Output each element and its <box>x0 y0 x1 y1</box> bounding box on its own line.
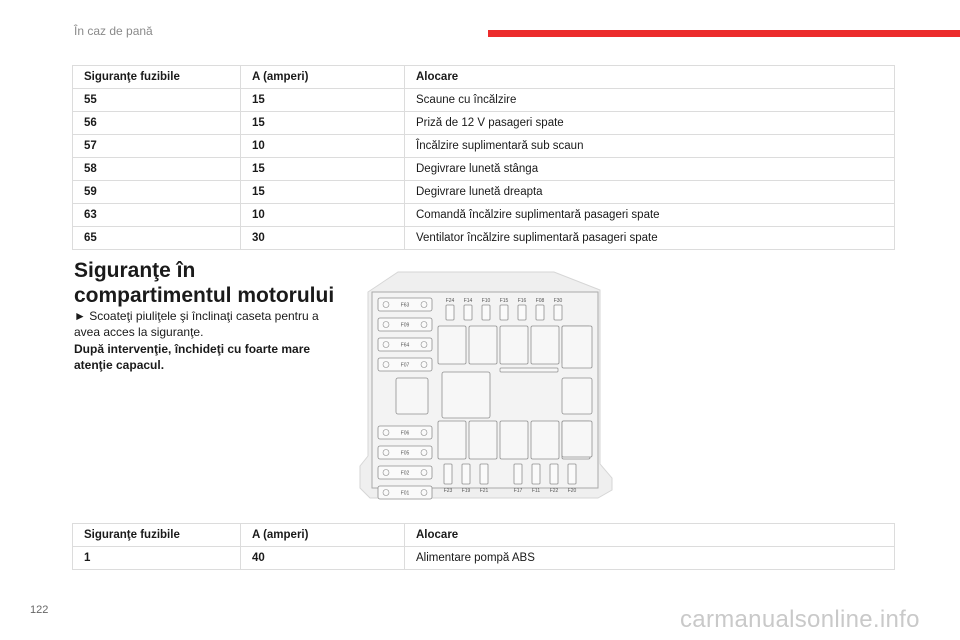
relay <box>438 421 466 459</box>
relay <box>469 326 497 364</box>
fuse-label: F21 <box>479 488 489 494</box>
table-row <box>73 181 895 204</box>
column-header: Siguranţe fuzibile <box>73 66 241 89</box>
warning-text: După intervenţie, închideţi cu foarte mare atenţie capacul. <box>74 342 311 372</box>
allocation: Scaune cu încălzire <box>405 89 895 112</box>
relay <box>500 326 528 364</box>
fuse-number: 59 <box>73 181 241 204</box>
fuse-number: 57 <box>73 135 241 158</box>
fuse-number: 63 <box>73 204 241 227</box>
fuse-slot <box>514 464 522 484</box>
fuse-slot <box>446 305 454 320</box>
relay <box>531 326 559 364</box>
amperage: 30 <box>241 227 405 250</box>
section-title: Siguranţe în compartimentul motorului <box>74 259 335 307</box>
fuse-slot <box>500 305 508 320</box>
fuse-slot <box>532 464 540 484</box>
table-header-row <box>73 66 895 89</box>
fuse-number: 58 <box>73 158 241 181</box>
relay <box>562 378 592 414</box>
allocation: Comandă încălzire suplimentară pasageri spate <box>405 204 895 227</box>
amperage: 15 <box>241 158 405 181</box>
fuse-number: 55 <box>73 89 241 112</box>
amperage: 10 <box>241 204 405 227</box>
fuse-table-engine <box>72 523 895 570</box>
fuse-label: F10 <box>481 298 491 304</box>
fuse-label: F22 <box>549 488 559 494</box>
table-row <box>73 547 895 570</box>
table-row <box>73 89 895 112</box>
fuse-slot <box>482 305 490 320</box>
allocation: Ventilator încălzire suplimentară pasageri spate <box>405 227 895 250</box>
allocation: Degivrare lunetă stânga <box>405 158 895 181</box>
fuse-label: F14 <box>463 298 473 304</box>
column-header: Siguranţe fuzibile <box>73 524 241 547</box>
relay <box>562 326 592 368</box>
fuse-slot <box>444 464 452 484</box>
relay <box>469 421 497 459</box>
table-row <box>73 204 895 227</box>
relay <box>438 326 466 364</box>
fuse-label: F08 <box>535 298 545 304</box>
allocation: Încălzire suplimentară sub scaun <box>405 135 895 158</box>
amperage: 15 <box>241 181 405 204</box>
fuse-label: F07 <box>400 362 410 369</box>
amperage: 40 <box>241 547 405 570</box>
section-header: În caz de pană <box>74 24 153 38</box>
amperage: 15 <box>241 112 405 135</box>
relay <box>562 421 592 457</box>
fuse-label: F02 <box>400 470 410 477</box>
fuse-label: F24 <box>445 298 455 304</box>
fuse-label: F05 <box>400 450 410 457</box>
fuse-slot <box>568 464 576 484</box>
table-row <box>73 227 895 250</box>
fuse-slot <box>536 305 544 320</box>
allocation: Degivrare lunetă dreapta <box>405 181 895 204</box>
page-number: 122 <box>30 604 49 616</box>
header-accent-bar <box>488 30 960 37</box>
column-header: Alocare <box>405 524 895 547</box>
fuse-label: F30 <box>553 298 563 304</box>
fuse-label: F20 <box>567 488 577 494</box>
allocation: Alimentare pompă ABS <box>405 547 895 570</box>
relay <box>531 421 559 459</box>
allocation: Priză de 12 V pasageri spate <box>405 112 895 135</box>
fuse-label: F23 <box>443 488 453 494</box>
fuse-label: F17 <box>513 488 523 494</box>
table-row <box>73 112 895 135</box>
fuse-number: 56 <box>73 112 241 135</box>
fuse-label: F15 <box>499 298 509 304</box>
fuse-slot <box>464 305 472 320</box>
bus-bar <box>500 368 558 372</box>
amperage: 15 <box>241 89 405 112</box>
fuse-label: F09 <box>400 322 410 329</box>
fuse-table-cabin <box>72 65 895 250</box>
table-header-row <box>73 524 895 547</box>
amperage: 10 <box>241 135 405 158</box>
fuse-slot <box>550 464 558 484</box>
table-row <box>73 158 895 181</box>
fuse-label: F19 <box>461 488 471 494</box>
fuse-slot <box>480 464 488 484</box>
relay-large <box>442 372 490 418</box>
fuse-slot <box>554 305 562 320</box>
fuse-label: F64 <box>400 342 410 349</box>
fuse-label: F11 <box>531 488 541 494</box>
instruction-text: ► Scoateţi piuliţele şi înclinaţi caseta pentru a avea acces la siguranţe. <box>74 309 319 339</box>
fuse-label: F63 <box>400 302 410 309</box>
fuse-slot <box>518 305 526 320</box>
fuse-box-diagram <box>354 266 616 502</box>
fuse-label: F06 <box>400 430 410 437</box>
table-row <box>73 135 895 158</box>
fuse-number: 1 <box>73 547 241 570</box>
fuse-label: F01 <box>400 490 410 497</box>
fuse-number: 65 <box>73 227 241 250</box>
relay <box>500 421 528 459</box>
relay <box>396 378 428 414</box>
watermark: carmanualsonline.info <box>680 606 920 633</box>
column-header: Alocare <box>405 66 895 89</box>
fuse-label: F16 <box>517 298 527 304</box>
fuse-slot <box>462 464 470 484</box>
column-header: A (amperi) <box>241 66 405 89</box>
column-header: A (amperi) <box>241 524 405 547</box>
